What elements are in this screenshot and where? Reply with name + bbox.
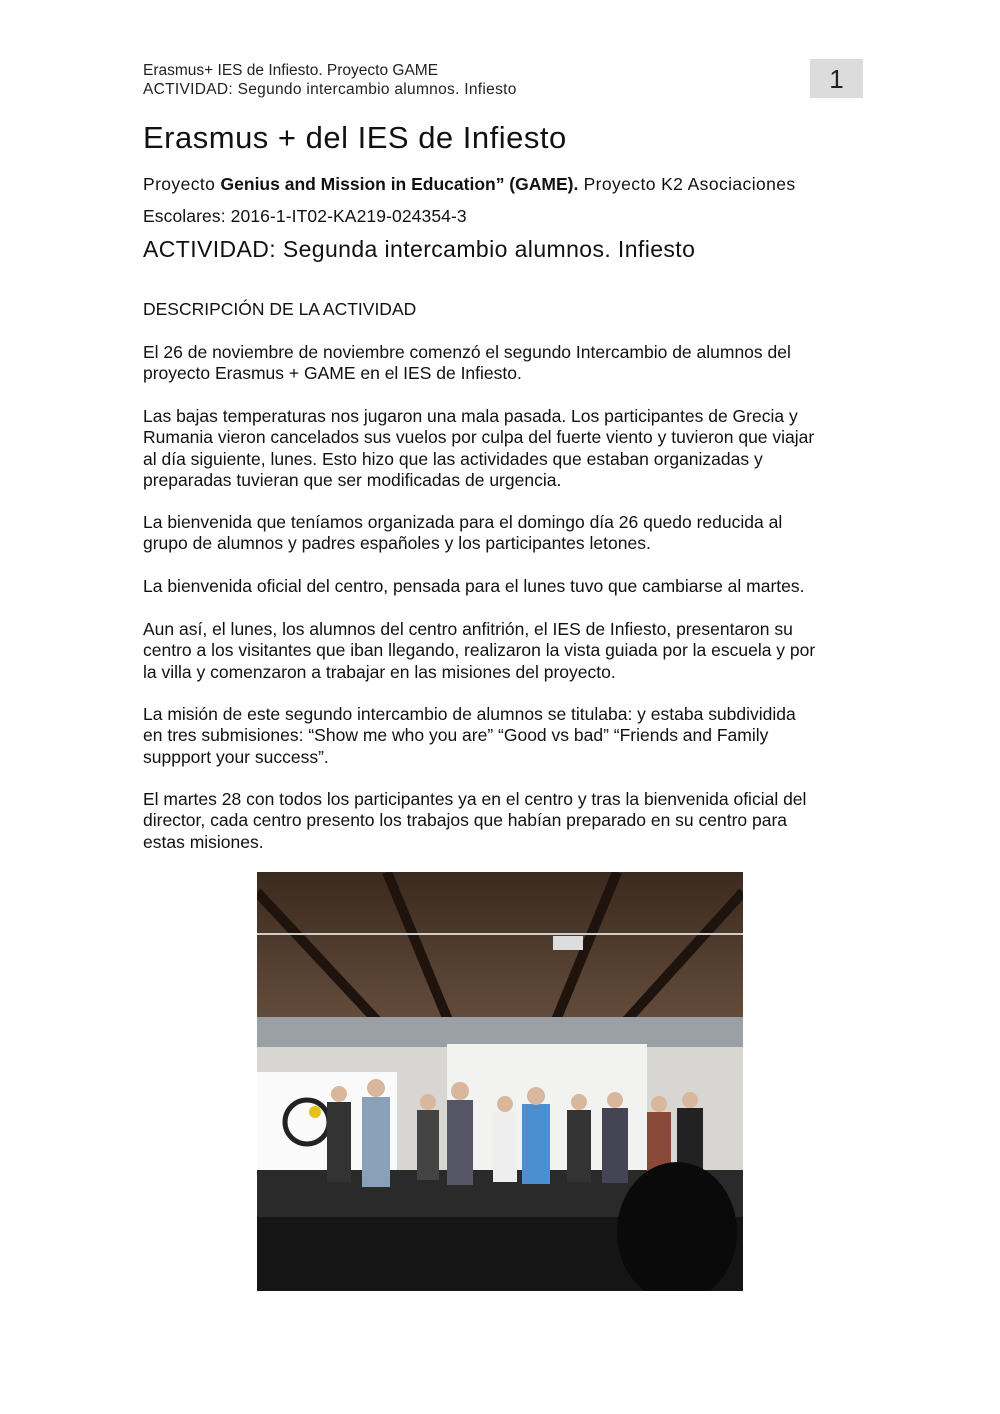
text-line: al día siguiente, lunes. Esto hizo que las actividades que estaban organizadas y <box>143 448 763 469</box>
paragraph <box>143 704 796 768</box>
text-line: la villa y comenzaron a trabajar en las misiones del proyecto. <box>143 661 616 682</box>
paragraph <box>143 342 791 385</box>
running-header-line2: ACTIVIDAD: Segundo intercambio alumnos. Infiesto <box>143 81 517 98</box>
paragraph <box>143 512 782 555</box>
project-name: Genius and Mission in Education” (GAME). <box>220 174 579 194</box>
text-line: La misión de este segundo intercambio de alumnos se titulaba: y estaba subdividida <box>143 704 796 724</box>
section-heading: DESCRIPCIÓN DE LA ACTIVIDAD <box>143 299 417 319</box>
text-line: centro a los visitantes que iban llegando, realizaron la vista guiada por la escuela y por <box>143 640 816 661</box>
paragraph <box>143 789 806 853</box>
text-line: suppport your success”. <box>143 746 329 767</box>
project-suffix: Proyecto K2 Asociaciones <box>578 174 796 194</box>
text-line: grupo de alumnos y padres españoles y los participantes letones. <box>143 533 651 554</box>
paragraph <box>143 619 815 683</box>
project-code: Escolares: 2016-1-IT02-KA219-024354-3 <box>143 206 467 226</box>
project-prefix: Proyecto <box>143 174 221 194</box>
running-header-line1: Erasmus+ IES de Infiesto. Proyecto GAME <box>143 62 439 79</box>
paragraph <box>143 576 805 597</box>
text-line: Aun así, el lunes, los alumnos del centro anfitrión, el IES de Infiesto, presentaron su <box>143 619 793 639</box>
text-line: El 26 de noviembre de noviembre comenzó el segundo Intercambio de alumnos del <box>143 342 791 362</box>
text-line: Rumania vieron cancelados sus vuelos por culpa del fuerte viento y tuvieron que viajar <box>143 427 815 448</box>
text-line: La bienvenida que teníamos organizada para el domingo día 26 quedo reducida al <box>143 512 783 532</box>
text-line: estas misiones. <box>143 831 264 852</box>
text-line: El martes 28 con todos los participantes ya en el centro y tras la bienvenida oficial del <box>143 789 807 809</box>
text-line: La bienvenida oficial del centro, pensada para el lunes tuvo que cambiarse al martes. <box>143 576 805 596</box>
activity-heading: ACTIVIDAD: Segunda intercambio alumnos. Infiesto <box>143 236 696 262</box>
project-line <box>143 174 796 195</box>
text-line: proyecto Erasmus + GAME en el IES de Infiesto. <box>143 363 522 384</box>
page-number: 1 <box>810 59 863 98</box>
group-photo <box>257 872 743 1291</box>
document-title: Erasmus + del IES de Infiesto <box>143 120 567 155</box>
paragraph <box>143 406 814 491</box>
group-photo-illustration <box>257 872 743 1291</box>
text-line: preparadas tuvieran que ser modificadas de urgencia. <box>143 469 562 490</box>
text-line: Las bajas temperaturas nos jugaron una mala pasada. Los participantes de Grecia y <box>143 406 798 426</box>
text-line: director, cada centro presento los trabajos que habían preparado en su centro para <box>143 810 788 831</box>
text-line: en tres submisiones: “Show me who you are” “Good vs bad” “Friends and Family <box>143 725 769 746</box>
